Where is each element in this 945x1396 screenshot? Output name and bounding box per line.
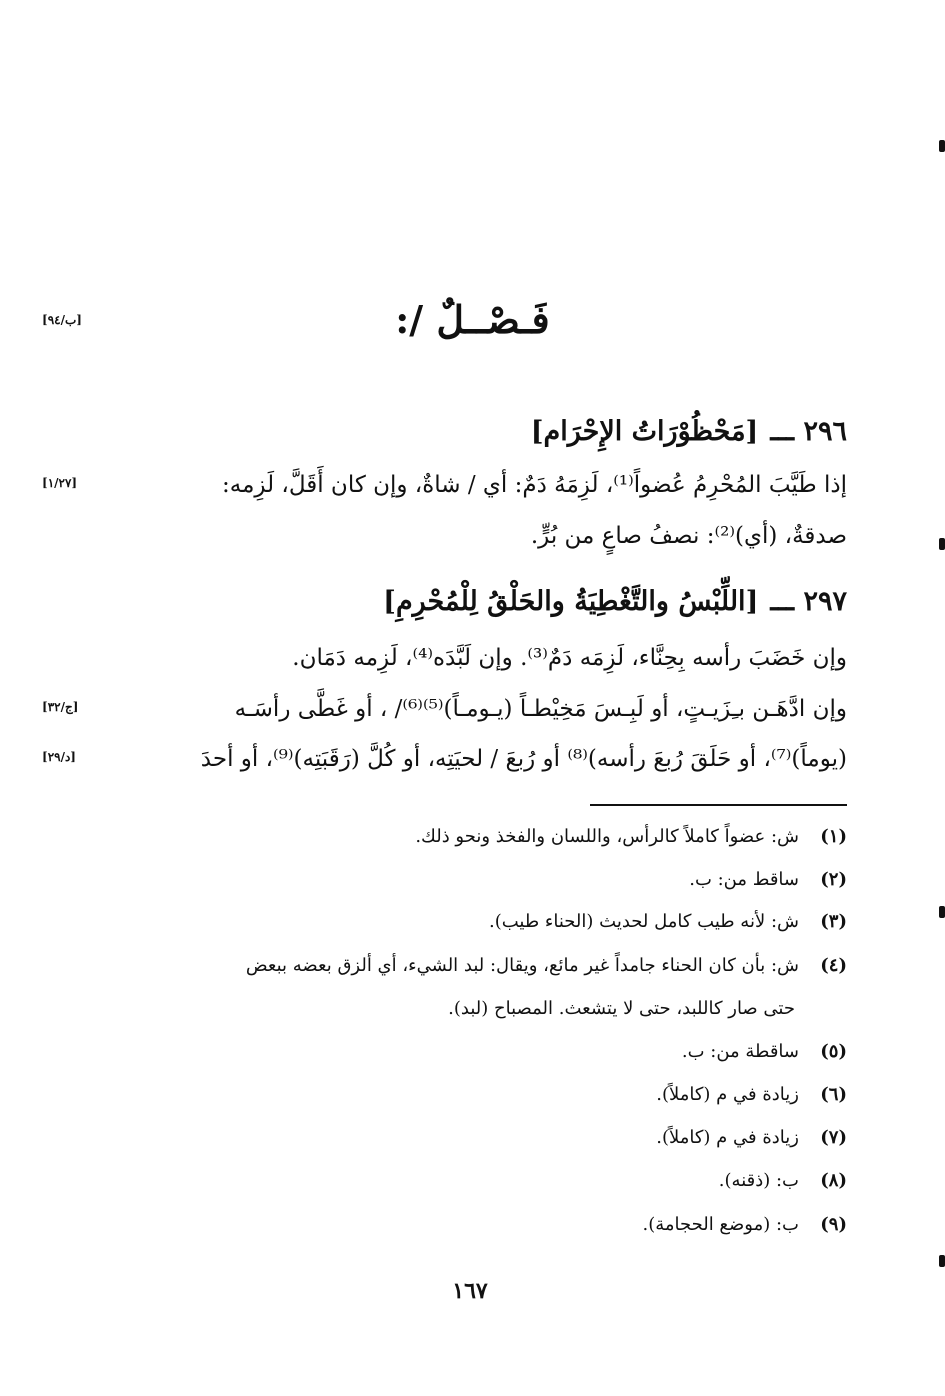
- footnote-6: [656, 1080, 847, 1110]
- section-heading-296: [531, 412, 847, 452]
- section-title: فَـصْــلٌ /:: [395, 297, 550, 342]
- footnote-text: زيادة في م (كاملاً).: [656, 1127, 799, 1148]
- footnote-number: (٣): [820, 911, 847, 932]
- footnote-text: ب: (ذقنه).: [718, 1170, 799, 1191]
- footnote-number: (١): [820, 826, 847, 847]
- section-heading-text: [مَحْظُوْرَاتُ الإِحْرَام]: [530, 416, 759, 447]
- footnote-separator: [590, 804, 847, 806]
- footnote-text: ب: (موضع الحجامة).: [642, 1214, 799, 1235]
- scan-edge-mark: [939, 140, 945, 152]
- footnote-4-continuation: حتى صار كاللبد، حتى لا يتشعث. المصباح (لبد).: [448, 998, 795, 1019]
- footnote-3: [489, 907, 847, 937]
- footnote-text: زيادة في م (كاملاً).: [656, 1084, 799, 1105]
- section-heading-297: [383, 582, 847, 622]
- section-number: ٢٩٦ ـــ: [770, 416, 847, 447]
- body-line-3: وإن خَضَبَ رأسه بِحِنَّاء، لَزِمَه دَمٌ⁽³⁾. وإن لَبَّدَه⁽⁴⁾، لَزِمه دَمَان.: [292, 645, 847, 671]
- margin-reference: [١/٢٧]: [42, 476, 78, 490]
- footnote-9: [642, 1210, 847, 1240]
- scan-edge-mark: [939, 906, 945, 918]
- body-line-1: إذا طَيَّبَ المُحْرِمُ عُضواً⁽¹⁾، لَزِمَهُ دَمٌ: أي / شاةٌ، وإن كان أَقَلَّ، لَزِمه:: [221, 472, 847, 498]
- footnote-number: (٧): [820, 1127, 847, 1148]
- body-line-5: (يوماً)⁽⁷⁾، أو حَلَقَ رُبعَ رأسه)⁽⁸⁾ أو رُبعَ / لحيَتِه، أو كُلَّ (رَقَبَتِه)⁽⁹⁾، أو أحدَ: [200, 746, 847, 772]
- section-number: ٢٩٧ ـــ: [770, 586, 847, 617]
- footnote-number: (٨): [820, 1170, 847, 1191]
- footnote-number: (٤): [820, 955, 847, 976]
- footnote-4: [246, 951, 847, 981]
- footnote-1: [415, 822, 847, 852]
- margin-reference: [د/٢٩]: [42, 750, 76, 764]
- footnote-text: ش: عضواً كاملاً كالرأس، واللسان والفخذ ونحو ذلك.: [415, 826, 799, 847]
- margin-reference: [ج/٣٢]: [42, 700, 79, 714]
- body-line-2: صدقةٌ، (أي)⁽²⁾: نصفُ صاعٍ من بُرٍّ.: [530, 523, 847, 549]
- footnote-number: (٩): [820, 1214, 847, 1235]
- body-line-4: وإن ادَّهَـن بـِزَيـتٍ، أو لَبِـسَ مَخِيْطـاً (يـومـاً)⁽⁵⁾⁽⁶⁾/ ، أو غَطَّى رأسَـه: [234, 696, 847, 722]
- footnote-text: ساقط من: ب.: [689, 869, 799, 890]
- footnote-number: (٢): [820, 869, 847, 890]
- scan-edge-mark: [939, 1255, 945, 1267]
- scan-edge-mark: [939, 538, 945, 550]
- footnote-2: [689, 865, 847, 895]
- section-heading-text: [اللِّبْسُ والتَّغْطِيَةُ والحَلْقُ لِلْمُحْرِمِ]: [383, 586, 759, 617]
- footnote-8: [719, 1166, 847, 1196]
- footnote-5: [682, 1037, 847, 1067]
- footnote-text: ش: لأنه طيب كامل لحديث (الحناء طيب).: [489, 911, 799, 932]
- margin-reference: [ب/٩٤]: [42, 313, 82, 327]
- page-number: ١٦٧: [452, 1278, 488, 1304]
- footnote-7: [656, 1123, 847, 1153]
- footnote-number: (٦): [820, 1084, 847, 1105]
- footnote-text: ش: بأن كان الحناء جامداً غير مائع، ويقال: لبد الشيء، أي ألزق بعضه ببعض: [245, 955, 799, 976]
- footnote-number: (٥): [820, 1041, 847, 1062]
- footnote-text: ساقطة من: ب.: [681, 1041, 799, 1062]
